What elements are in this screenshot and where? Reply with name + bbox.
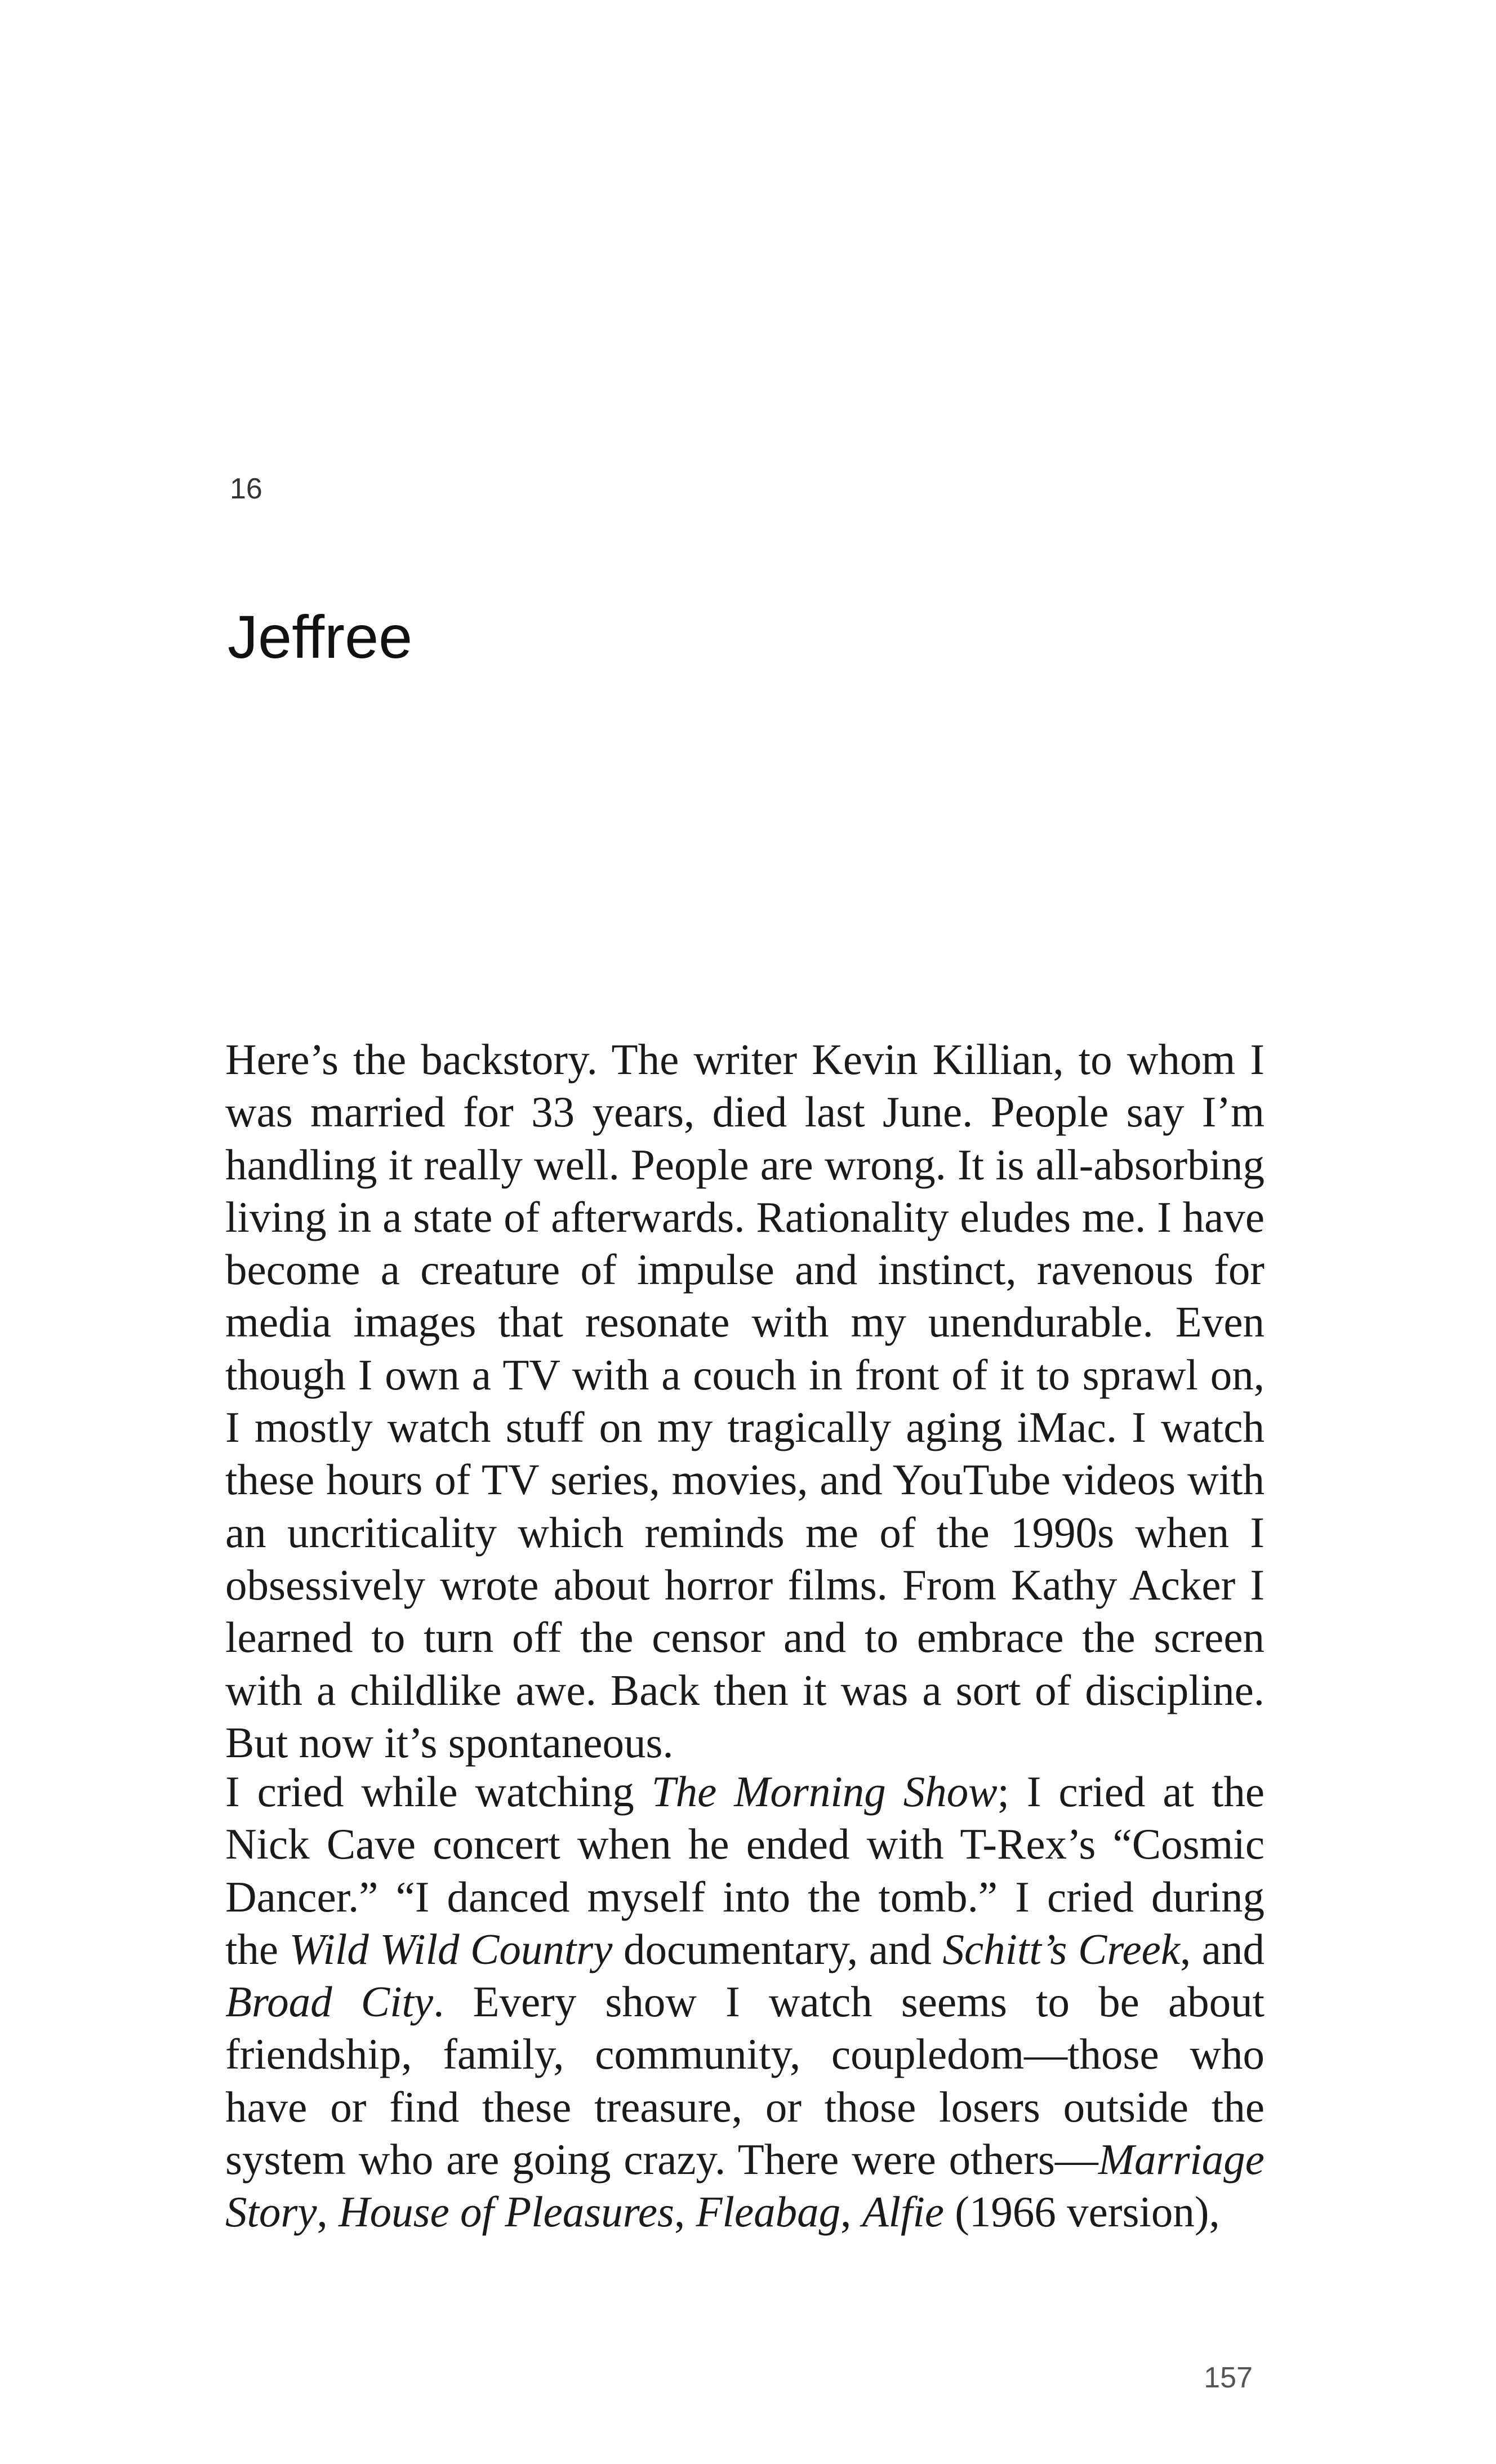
text-run: . Every show I watch seems to be about friendship, family, community, coupledom—those who have or find these treasure, or those losers outside the system who are going crazy. There were others— xyxy=(225,1977,1265,2184)
title-wild-wild-country: Wild Wild Country xyxy=(289,1924,613,1973)
page-number: 157 xyxy=(1204,2361,1253,2394)
paragraph-1: Here’s the backstory. The writer Kevin Killian, to whom I was married for 33 years, died last June. People say I’m handling it really well. People are wrong. It is all-absorbing living in a state of afterwards. Rationality eludes me. I have become a creature of impulse and instinct, ravenous for media images that resonate with my unendurable. Even though I own a TV with a couch in front of it to sprawl on, I mostly watch stuff on my tragically aging iMac. I watch these hours of TV series, movies, and YouTube videos with an uncriticality which reminds me of the 1990s when I obsessively wrote about horror films. From Kathy Acker I learned to turn off the censor and to embrace the screen with a childlike awe. Back then it was a sort of discipline. But now it’s spontaneous. xyxy=(225,1035,1265,1767)
text-run: , xyxy=(317,2187,339,2236)
title-fleabag: Fleabag xyxy=(696,2187,841,2236)
text-run: ; I cried at the Nick Cave concert when he ended with T-Rex’s “Cosmic Dancer.” “I danced myself into the tomb.” I cried during the xyxy=(225,1767,1265,1973)
title-marriage-story: Marriage Story xyxy=(225,2135,1265,2236)
title-broad-city: Broad City xyxy=(225,1977,434,2026)
chapter-title: Jeffree xyxy=(228,603,413,671)
text-run: documentary, and xyxy=(612,1924,943,1973)
title-house-of-pleasures: House of Pleasures xyxy=(339,2187,675,2236)
paragraph-2 xyxy=(225,1766,1265,2239)
text-run: (1966 version), xyxy=(944,2187,1220,2236)
text-run: , and xyxy=(1180,1924,1265,1973)
text-run: , xyxy=(674,2187,696,2236)
text-run: I cried while watching xyxy=(225,1767,652,1816)
title-the-morning-show: The Morning Show xyxy=(651,1767,998,1816)
title-alfie: Alfie xyxy=(862,2187,945,2236)
title-schitts-creek: Schitt’s Creek xyxy=(942,1924,1181,1973)
text-run: , xyxy=(840,2187,862,2236)
chapter-number: 16 xyxy=(230,473,262,505)
